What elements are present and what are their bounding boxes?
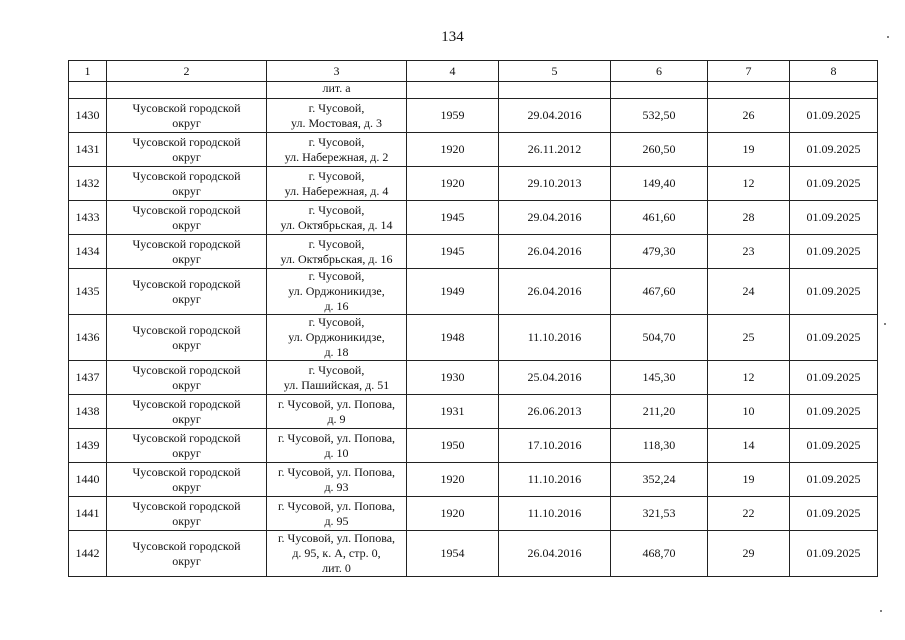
municipality-cell-line: округ	[172, 377, 201, 392]
year-cell: 1954	[407, 531, 499, 577]
address-cell	[267, 361, 407, 395]
municipality-cell-line: округ	[172, 251, 201, 266]
address-cell	[267, 167, 407, 201]
table-row	[69, 315, 878, 361]
municipality-cell-line: Чусовской городской	[132, 202, 241, 217]
municipality-cell-line: округ	[172, 553, 201, 568]
address-cell-line: г. Чусовой, ул. Попова,	[277, 430, 396, 445]
municipality-cell-line: Чусовской городской	[132, 396, 241, 411]
date-cell: 25.04.2016	[499, 361, 611, 395]
area-cell: 461,60	[611, 201, 708, 235]
table-cell	[107, 82, 267, 99]
deadline-cell: 01.09.2025	[790, 429, 878, 463]
deadline-cell: 01.09.2025	[790, 269, 878, 315]
row-number-cell: 1438	[69, 395, 107, 429]
address-cell	[267, 315, 407, 361]
municipality-cell	[107, 497, 267, 531]
deadline-cell: 01.09.2025	[790, 395, 878, 429]
address-cell-line: ул. Орджоникидзе,	[288, 284, 385, 298]
address-cell-line: г. Чусовой,	[308, 269, 365, 283]
continuation-row	[69, 82, 878, 99]
column-number: 4	[407, 61, 499, 82]
row-number-cell: 1434	[69, 235, 107, 269]
address-cell-line: г. Чусовой,	[308, 100, 365, 115]
date-cell: 26.04.2016	[499, 531, 611, 577]
count-cell: 25	[708, 315, 790, 361]
table-row	[69, 429, 878, 463]
address-cell-line: г. Чусовой,	[308, 236, 365, 251]
count-cell: 12	[708, 167, 790, 201]
row-number-cell: 1433	[69, 201, 107, 235]
date-cell: 26.11.2012	[499, 133, 611, 167]
address-cell-line: г. Чусовой,	[308, 168, 365, 183]
address-cell	[267, 133, 407, 167]
municipality-cell-line: округ	[172, 183, 201, 198]
address-cell-line: д. 95	[324, 513, 349, 528]
municipality-cell-line: округ	[172, 217, 201, 232]
address-cell-line: лит. 0	[322, 561, 351, 575]
row-number-cell: 1441	[69, 497, 107, 531]
row-number-cell: 1439	[69, 429, 107, 463]
address-cell-line: д. 16	[324, 299, 349, 313]
year-cell: 1949	[407, 269, 499, 315]
municipality-cell-line: Чусовской городской	[132, 322, 241, 337]
address-cell-line: д. 9	[327, 411, 346, 426]
area-cell: 467,60	[611, 269, 708, 315]
deadline-cell: 01.09.2025	[790, 497, 878, 531]
address-cell	[267, 395, 407, 429]
deadline-cell: 01.09.2025	[790, 531, 878, 577]
address-cell	[267, 269, 407, 315]
table-cell	[611, 82, 708, 99]
area-cell: 468,70	[611, 531, 708, 577]
table-cell	[499, 82, 611, 99]
table-row	[69, 201, 878, 235]
column-number: 6	[611, 61, 708, 82]
municipality-cell	[107, 167, 267, 201]
row-number-cell: 1436	[69, 315, 107, 361]
row-number-cell: 1430	[69, 99, 107, 133]
municipality-cell	[107, 133, 267, 167]
count-cell: 24	[708, 269, 790, 315]
date-cell: 17.10.2016	[499, 429, 611, 463]
housing-registry-table	[68, 60, 878, 577]
municipality-cell-line: округ	[172, 337, 201, 352]
area-cell: 504,70	[611, 315, 708, 361]
address-cell-line: ул. Набережная, д. 4	[284, 183, 389, 198]
municipality-cell	[107, 531, 267, 577]
deadline-cell: 01.09.2025	[790, 315, 878, 361]
date-cell: 26.06.2013	[499, 395, 611, 429]
address-cell-line: г. Чусовой, ул. Попова,	[277, 498, 396, 513]
municipality-cell-line: Чусовской городской	[132, 430, 241, 445]
address-cell-line: ул. Орджоникидзе,	[288, 330, 385, 344]
date-cell: 29.04.2016	[499, 201, 611, 235]
year-cell: 1920	[407, 133, 499, 167]
municipality-cell-line: Чусовской городской	[132, 498, 241, 513]
column-number-row	[69, 61, 878, 82]
address-cell-line: ул. Октябрьская, д. 14	[280, 217, 393, 232]
table-row	[69, 531, 878, 577]
area-cell: 260,50	[611, 133, 708, 167]
column-number: 2	[107, 61, 267, 82]
address-cell-line: г. Чусовой, ул. Попова,	[277, 464, 396, 479]
address-cell-line: г. Чусовой,	[308, 202, 365, 217]
table-cell	[790, 82, 878, 99]
municipality-cell	[107, 395, 267, 429]
municipality-cell	[107, 269, 267, 315]
column-number: 1	[69, 61, 107, 82]
count-cell: 12	[708, 361, 790, 395]
municipality-cell-line: округ	[172, 291, 201, 306]
area-cell: 479,30	[611, 235, 708, 269]
count-cell: 23	[708, 235, 790, 269]
area-cell: 532,50	[611, 99, 708, 133]
municipality-cell	[107, 429, 267, 463]
table-row	[69, 269, 878, 315]
deadline-cell: 01.09.2025	[790, 361, 878, 395]
count-cell: 10	[708, 395, 790, 429]
municipality-cell-line: Чусовской городской	[132, 134, 241, 149]
municipality-cell-line: Чусовской городской	[132, 276, 241, 291]
count-cell: 22	[708, 497, 790, 531]
year-cell: 1920	[407, 463, 499, 497]
count-cell: 19	[708, 463, 790, 497]
municipality-cell-line: округ	[172, 513, 201, 528]
area-cell: 321,53	[611, 497, 708, 531]
address-cell-line: г. Чусовой,	[308, 315, 365, 329]
page-number: 134	[441, 29, 464, 45]
municipality-cell	[107, 463, 267, 497]
date-cell: 11.10.2016	[499, 463, 611, 497]
table-cell	[407, 82, 499, 99]
table-row	[69, 395, 878, 429]
address-cell	[267, 235, 407, 269]
address-cell	[267, 201, 407, 235]
scan-speck	[884, 323, 886, 325]
address-cell-line: г. Чусовой, ул. Попова,	[277, 396, 396, 411]
area-cell: 149,40	[611, 167, 708, 201]
address-cell	[267, 429, 407, 463]
area-cell: 118,30	[611, 429, 708, 463]
count-cell: 26	[708, 99, 790, 133]
address-cell-line: д. 93	[324, 479, 349, 494]
row-number-cell: 1440	[69, 463, 107, 497]
address-cell-line: д. 95, к. А, стр. 0,	[292, 546, 381, 560]
scan-speck	[887, 36, 889, 38]
municipality-cell	[107, 361, 267, 395]
address-cell-line: ул. Набережная, д. 2	[284, 149, 389, 164]
address-cell	[267, 463, 407, 497]
deadline-cell: 01.09.2025	[790, 167, 878, 201]
row-number-cell: 1432	[69, 167, 107, 201]
year-cell: 1959	[407, 99, 499, 133]
count-cell: 14	[708, 429, 790, 463]
municipality-cell	[107, 235, 267, 269]
address-cell	[267, 531, 407, 577]
address-cell-line: г. Чусовой,	[308, 362, 365, 377]
municipality-cell-line: округ	[172, 479, 201, 494]
address-cell-line: д. 18	[324, 345, 349, 359]
table-row	[69, 361, 878, 395]
table-row	[69, 99, 878, 133]
year-cell: 1931	[407, 395, 499, 429]
municipality-cell	[107, 315, 267, 361]
area-cell: 145,30	[611, 361, 708, 395]
date-cell: 11.10.2016	[499, 315, 611, 361]
row-number-cell: 1437	[69, 361, 107, 395]
address-cell-line: г. Чусовой, ул. Попова,	[277, 531, 396, 545]
municipality-cell-line: Чусовской городской	[132, 464, 241, 479]
address-cell-line: ул. Пашийская, д. 51	[283, 377, 390, 392]
table-row	[69, 463, 878, 497]
municipality-cell-line: Чусовской городской	[132, 100, 241, 115]
table-row	[69, 497, 878, 531]
date-cell: 26.04.2016	[499, 235, 611, 269]
address-cell-line: г. Чусовой,	[308, 134, 365, 149]
year-cell: 1950	[407, 429, 499, 463]
deadline-cell: 01.09.2025	[790, 235, 878, 269]
deadline-cell: 01.09.2025	[790, 463, 878, 497]
address-cell-line: ул. Мостовая, д. 3	[290, 115, 382, 130]
municipality-cell-line: округ	[172, 115, 201, 130]
table-row	[69, 133, 878, 167]
deadline-cell: 01.09.2025	[790, 133, 878, 167]
date-cell: 29.10.2013	[499, 167, 611, 201]
address-cell-line: д. 10	[324, 445, 349, 460]
municipality-cell	[107, 99, 267, 133]
count-cell: 28	[708, 201, 790, 235]
table-row	[69, 167, 878, 201]
year-cell: 1948	[407, 315, 499, 361]
count-cell: 29	[708, 531, 790, 577]
year-cell: 1920	[407, 497, 499, 531]
municipality-cell-line: округ	[172, 411, 201, 426]
address-cell: лит. а	[267, 82, 407, 99]
municipality-cell-line: Чусовской городской	[132, 362, 241, 377]
municipality-cell-line: округ	[172, 149, 201, 164]
table-cell	[69, 82, 107, 99]
table-row	[69, 235, 878, 269]
date-cell: 26.04.2016	[499, 269, 611, 315]
municipality-cell-line: Чусовской городской	[132, 168, 241, 183]
deadline-cell: 01.09.2025	[790, 201, 878, 235]
year-cell: 1945	[407, 235, 499, 269]
year-cell: 1920	[407, 167, 499, 201]
column-number: 5	[499, 61, 611, 82]
year-cell: 1930	[407, 361, 499, 395]
column-number: 7	[708, 61, 790, 82]
address-cell	[267, 497, 407, 531]
year-cell: 1945	[407, 201, 499, 235]
row-number-cell: 1431	[69, 133, 107, 167]
municipality-cell-line: Чусовской городской	[132, 538, 241, 553]
table-cell	[708, 82, 790, 99]
row-number-cell: 1435	[69, 269, 107, 315]
column-number: 8	[790, 61, 878, 82]
municipality-cell-line: округ	[172, 445, 201, 460]
deadline-cell: 01.09.2025	[790, 99, 878, 133]
municipality-cell	[107, 201, 267, 235]
date-cell: 29.04.2016	[499, 99, 611, 133]
row-number-cell: 1442	[69, 531, 107, 577]
count-cell: 19	[708, 133, 790, 167]
column-number: 3	[267, 61, 407, 82]
area-cell: 352,24	[611, 463, 708, 497]
municipality-cell-line: Чусовской городской	[132, 236, 241, 251]
area-cell: 211,20	[611, 395, 708, 429]
scan-speck	[880, 610, 882, 612]
address-cell-line: ул. Октябрьская, д. 16	[280, 251, 393, 266]
date-cell: 11.10.2016	[499, 497, 611, 531]
address-cell	[267, 99, 407, 133]
